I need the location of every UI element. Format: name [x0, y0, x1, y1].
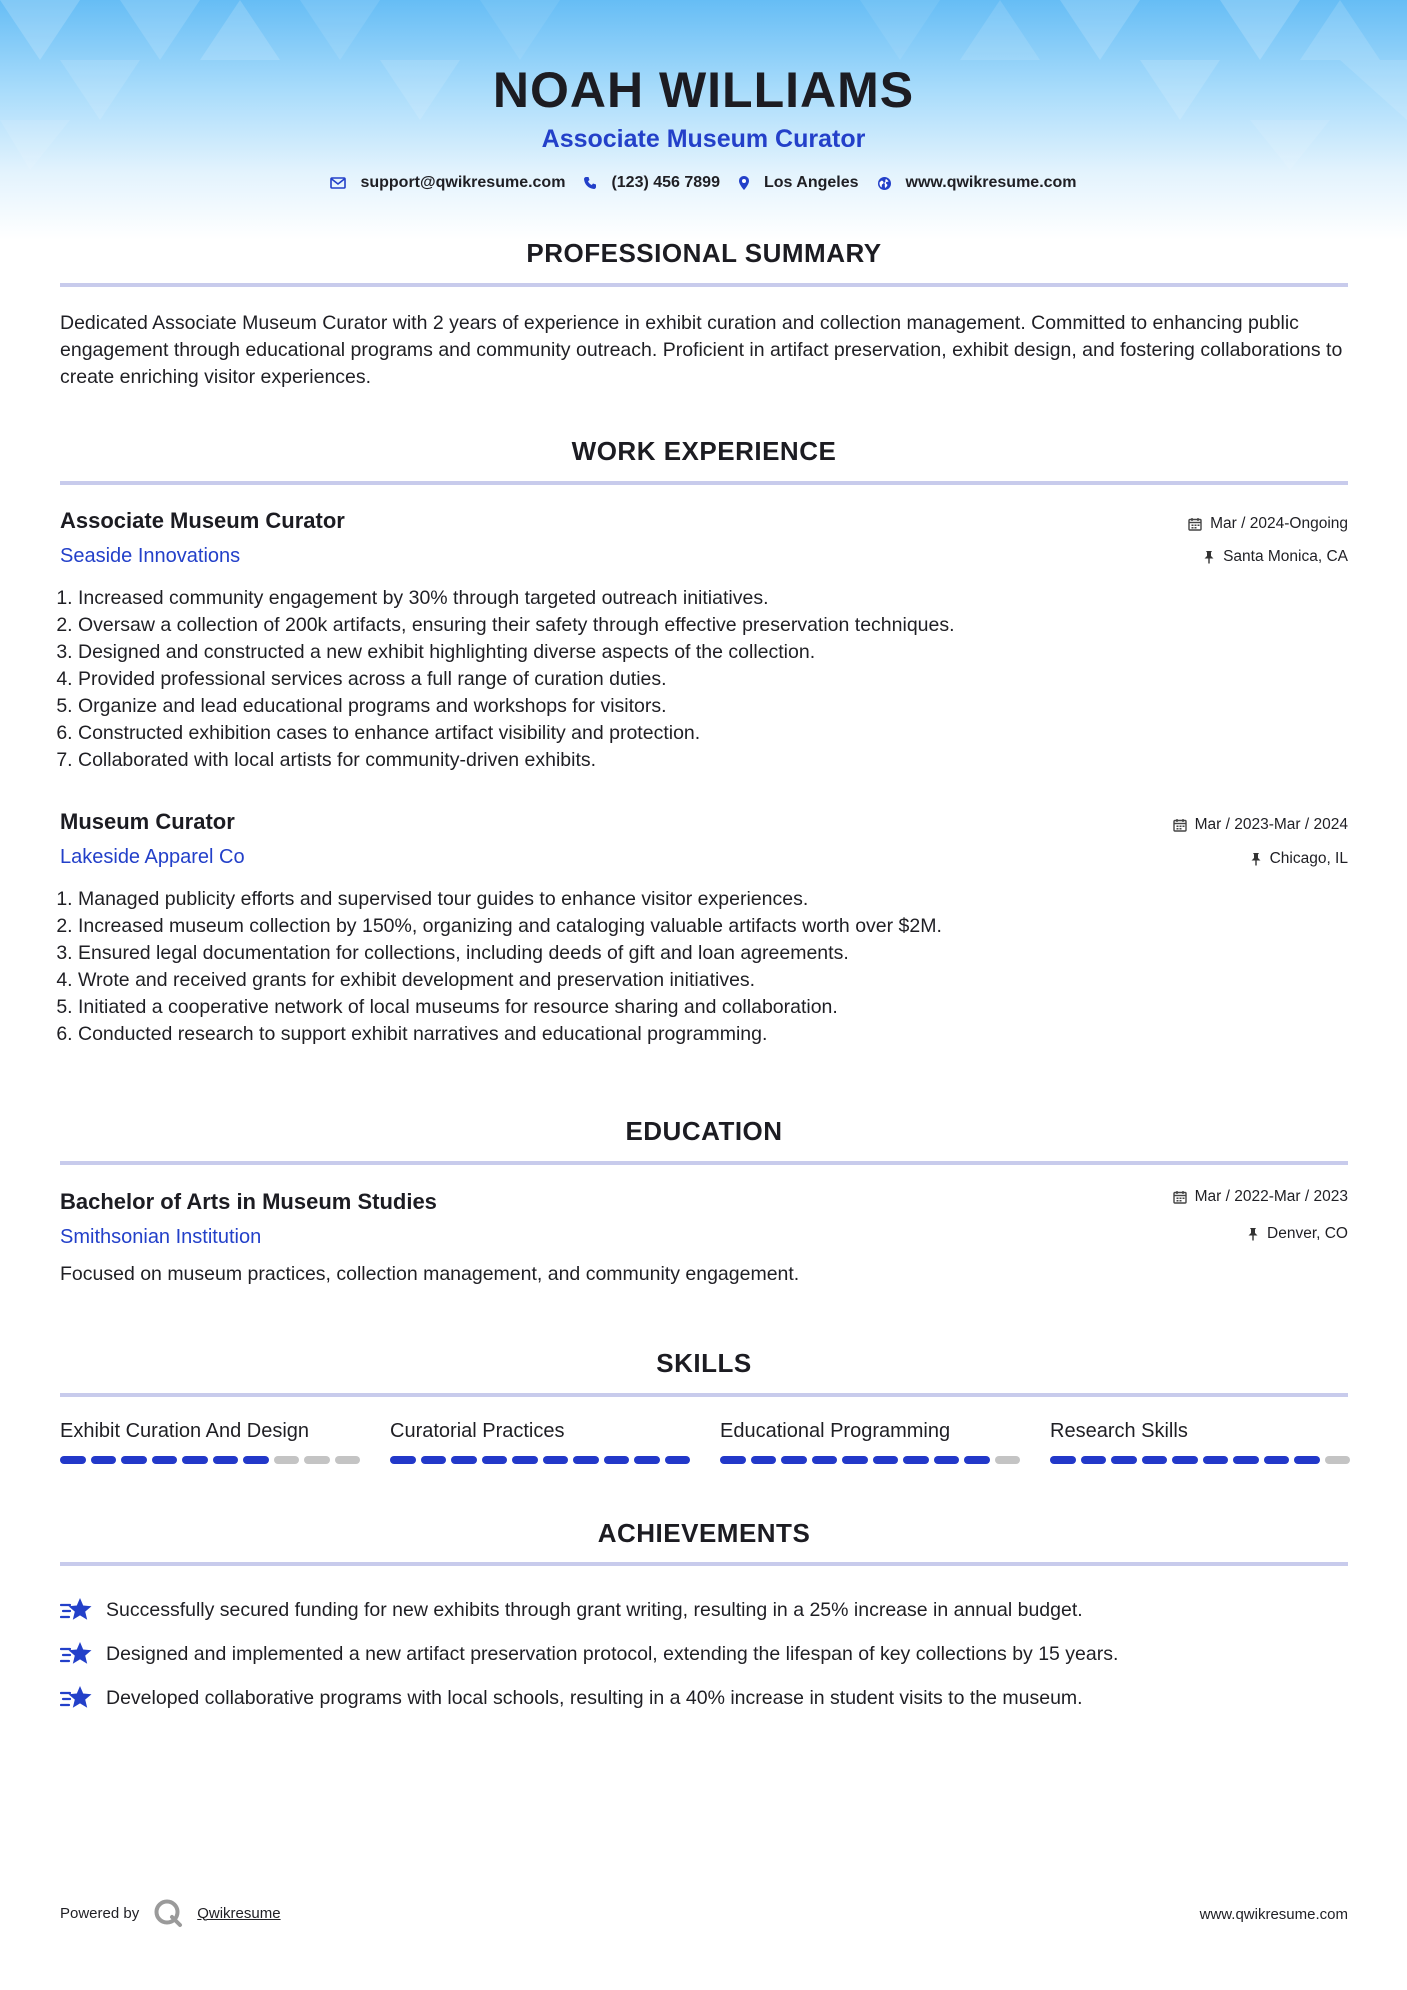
pushpin-icon [1247, 1227, 1259, 1241]
contact-location [738, 174, 859, 192]
skill-segment-filled [512, 1456, 538, 1464]
contact-website[interactable] [877, 174, 1077, 192]
candidate-title: Associate Museum Curator [541, 125, 866, 153]
list-item [60, 1588, 1350, 1632]
job-1-dates-text: Mar / 2024-Ongoing [1210, 515, 1348, 532]
skill-item [720, 1418, 1020, 1464]
calendar-icon [1173, 818, 1187, 832]
skill-segment-filled [213, 1456, 239, 1464]
skill-segment-empty [304, 1456, 330, 1464]
skill-name: Research Skills [1050, 1420, 1188, 1442]
list-item: 5. Initiated a cooperative network of local museums for resource sharing and collaboration. [78, 994, 1368, 1021]
skill-segment-filled [91, 1456, 117, 1464]
list-item: 1. Increased community engagement by 30% through targeted outreach initiatives. [78, 585, 1368, 612]
skill-segment-filled [720, 1456, 746, 1464]
achievements-heading: ACHIEVEMENTS [597, 1518, 811, 1548]
list-item: 3. Designed and constructed a new exhibit highlighting diverse aspects of the collection. [78, 639, 1368, 666]
contact-email-text: support@qwikresume.com [360, 174, 566, 191]
list-item: 7. Collaborated with local artists for community-driven exhibits. [78, 747, 1368, 774]
skill-segment-filled [781, 1456, 807, 1464]
education-location-text: Denver, CO [1267, 1225, 1348, 1242]
skill-segment-filled [964, 1456, 990, 1464]
education-degree: Bachelor of Arts in Museum Studies [60, 1189, 437, 1214]
skill-segment-filled [390, 1456, 416, 1464]
skill-segment-filled [751, 1456, 777, 1464]
skill-segment-empty [1325, 1456, 1351, 1464]
job-1-location-text: Santa Monica, CA [1223, 548, 1348, 565]
achievement-text: Developed collaborative programs with local schools, resulting in a 40% increase in student visits to the museum. [106, 1686, 1083, 1709]
resume-header [0, 58, 1407, 154]
skill-segment-filled [903, 1456, 929, 1464]
footer-website[interactable]: www.qwikresume.com [1199, 1906, 1348, 1923]
education-dates [1173, 1188, 1348, 1206]
skill-segment-filled [1142, 1456, 1168, 1464]
skill-segment-filled [604, 1456, 630, 1464]
skill-segment-filled [934, 1456, 960, 1464]
shooting-star-icon [60, 1684, 94, 1712]
skill-level-bar [60, 1456, 360, 1464]
envelope-icon [330, 177, 346, 189]
contact-website-text: www.qwikresume.com [905, 174, 1077, 191]
skill-segment-filled [421, 1456, 447, 1464]
job-2-dates-text: Mar / 2023-Mar / 2024 [1194, 816, 1348, 833]
skill-segment-empty [995, 1456, 1021, 1464]
calendar-icon [1188, 517, 1202, 531]
education-divider [60, 1161, 1348, 1165]
skill-segment-filled [812, 1456, 838, 1464]
skill-segment-filled [121, 1456, 147, 1464]
calendar-icon [1173, 1190, 1187, 1204]
list-item: 3. Ensured legal documentation for collections, including deeds of gift and loan agreements. [78, 940, 1368, 967]
skill-segment-filled [1203, 1456, 1229, 1464]
shooting-star-icon [60, 1640, 94, 1668]
job-2-dates [1173, 816, 1348, 834]
skills-heading: SKILLS [656, 1348, 752, 1378]
skill-level-bar [1050, 1456, 1350, 1464]
globe-icon [877, 176, 892, 191]
skills-list [60, 1418, 1350, 1464]
list-item: 6. Conducted research to support exhibit narratives and educational programming. [78, 1021, 1368, 1048]
education-location [1247, 1225, 1348, 1243]
qwikresume-link[interactable]: Qwikresume [197, 1904, 281, 1922]
contact-phone[interactable] [583, 174, 720, 192]
skills-divider [60, 1393, 1348, 1397]
skill-segment-filled [1264, 1456, 1290, 1464]
skill-level-bar [720, 1456, 1020, 1464]
skill-item [1050, 1418, 1350, 1464]
phone-icon [583, 176, 597, 190]
job-1-bullets [60, 585, 1368, 774]
candidate-name: NOAH WILLIAMS [492, 62, 915, 118]
list-item [60, 1676, 1350, 1720]
contact-bar [0, 174, 1407, 192]
skill-segment-filled [152, 1456, 178, 1464]
summary-divider [60, 283, 1348, 287]
list-item: 1. Managed publicity efforts and supervised tour guides to enhance visitor experiences. [78, 886, 1368, 913]
skill-segment-filled [1111, 1456, 1137, 1464]
contact-location-text: Los Angeles [763, 174, 859, 191]
achievement-text: Successfully secured funding for new exhibits through grant writing, resulting in a 25% increase in annual budget. [106, 1598, 1083, 1621]
job-2-company: Lakeside Apparel Co [60, 846, 245, 868]
skill-segment-filled [182, 1456, 208, 1464]
list-item: 5. Organize and lead educational programs and workshops for visitors. [78, 693, 1368, 720]
list-item: 2. Oversaw a collection of 200k artifacts, ensuring their safety through effective preservation techniques. [78, 612, 1368, 639]
list-item: 4. Wrote and received grants for exhibit development and preservation initiatives. [78, 967, 1368, 994]
qwikresume-logo-icon [153, 1898, 183, 1928]
skill-segment-filled [1294, 1456, 1320, 1464]
skill-name: Curatorial Practices [390, 1420, 565, 1442]
skill-segment-filled [60, 1456, 86, 1464]
contact-phone-text: (123) 456 7899 [611, 174, 720, 191]
skill-segment-filled [1081, 1456, 1107, 1464]
summary-heading: PROFESSIONAL SUMMARY [526, 238, 882, 268]
powered-by-label: Powered by [60, 1904, 140, 1922]
job-1-company: Seaside Innovations [60, 545, 241, 567]
pushpin-icon [1250, 852, 1262, 866]
list-item: 4. Provided professional services across a full range of curation duties. [78, 666, 1368, 693]
education-description: Focused on museum practices, collection management, and community engagement. [60, 1263, 800, 1285]
skill-segment-filled [665, 1456, 691, 1464]
skill-item [390, 1418, 690, 1464]
job-2-bullets [60, 886, 1368, 1048]
skill-name: Educational Programming [720, 1420, 951, 1442]
achievements-list [60, 1588, 1350, 1720]
contact-email[interactable] [330, 174, 565, 192]
skill-segment-filled [451, 1456, 477, 1464]
skill-segment-filled [243, 1456, 269, 1464]
list-item: 2. Increased museum collection by 150%, organizing and cataloging valuable artifacts worth over $2M. [78, 913, 1368, 940]
skill-segment-filled [1172, 1456, 1198, 1464]
job-1-dates [1188, 515, 1348, 533]
job-2-location-text: Chicago, IL [1269, 850, 1348, 867]
map-pin-icon [738, 175, 750, 191]
list-item [60, 1632, 1350, 1676]
skill-level-bar [390, 1456, 690, 1464]
summary-text: Dedicated Associate Museum Curator with 2 years of experience in exhibit curation and collection management. Committed to enhancing public engagement through educational programs and community outreach. Proficient in artifact preservation, exhibit design, and fostering collaborations to create enriching visitor experiences. [60, 312, 1343, 388]
shooting-star-icon [60, 1596, 94, 1624]
pushpin-icon [1203, 550, 1215, 564]
job-1-title: Associate Museum Curator [60, 508, 345, 533]
skill-name: Exhibit Curation And Design [60, 1420, 310, 1442]
skill-segment-empty [274, 1456, 300, 1464]
achievement-text: Designed and implemented a new artifact preservation protocol, extending the lifespan of key collections by 15 years. [106, 1642, 1119, 1665]
skill-segment-filled [842, 1456, 868, 1464]
skill-segment-filled [573, 1456, 599, 1464]
education-dates-text: Mar / 2022-Mar / 2023 [1194, 1188, 1348, 1205]
list-item: 6. Constructed exhibition cases to enhance artifact visibility and protection. [78, 720, 1368, 747]
achievements-divider [60, 1562, 1348, 1566]
experience-heading: WORK EXPERIENCE [571, 436, 837, 466]
skill-segment-filled [543, 1456, 569, 1464]
skill-segment-filled [634, 1456, 660, 1464]
skill-segment-filled [1050, 1456, 1076, 1464]
experience-divider [60, 481, 1348, 485]
skill-item [60, 1418, 360, 1464]
job-2-location [1250, 850, 1348, 868]
education-heading: EDUCATION [625, 1116, 783, 1146]
skill-segment-empty [335, 1456, 361, 1464]
job-2-title: Museum Curator [60, 809, 235, 834]
education-school: Smithsonian Institution [60, 1226, 262, 1248]
footer-branding [60, 1898, 281, 1928]
job-1-location [1203, 548, 1348, 566]
skill-segment-filled [1233, 1456, 1259, 1464]
skill-segment-filled [482, 1456, 508, 1464]
skill-segment-filled [873, 1456, 899, 1464]
